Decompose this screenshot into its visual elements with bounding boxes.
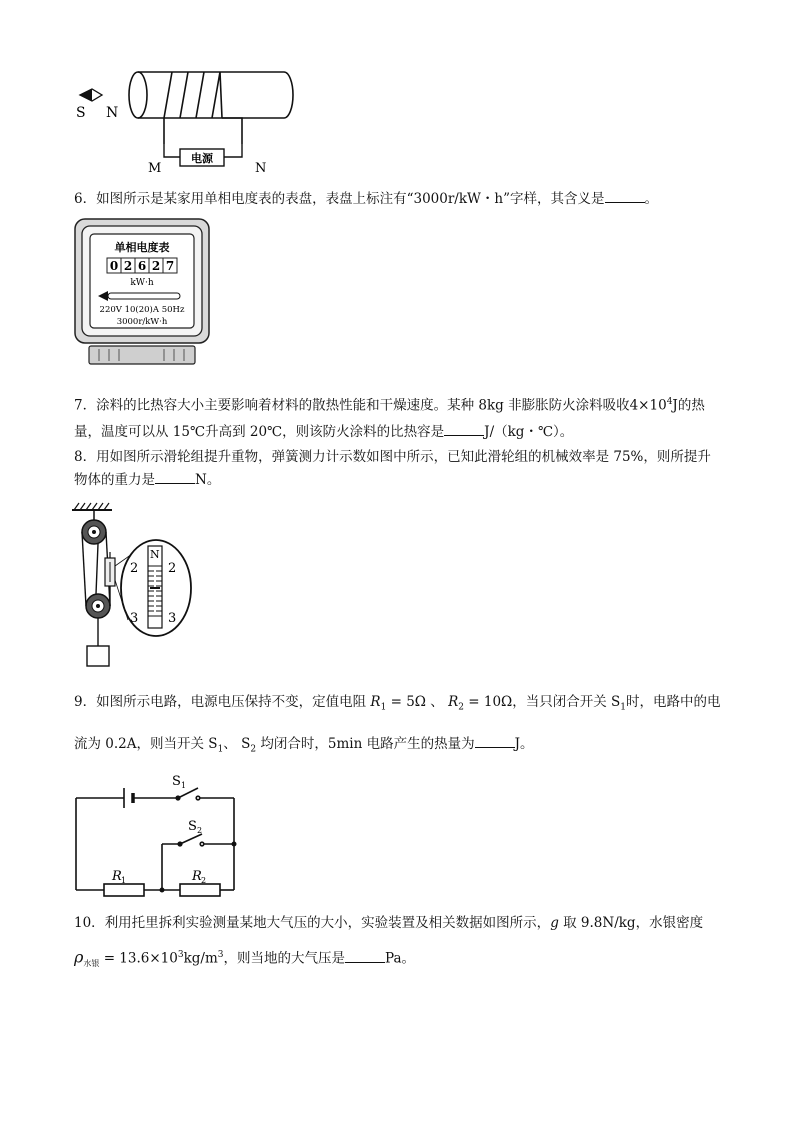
question-7-line-1 xyxy=(74,392,705,416)
r1-subscript: 1 xyxy=(380,702,387,713)
junction-node xyxy=(160,888,165,893)
rho-exponent: 3 xyxy=(177,950,184,960)
scale-n-label: N xyxy=(150,548,160,561)
r1-label: R xyxy=(112,869,122,884)
answer-blank-6[interactable] xyxy=(605,189,645,203)
meter-digit: 2 xyxy=(151,259,161,273)
question-10-line-2 xyxy=(74,945,415,974)
meter-title: 单相电度表 xyxy=(114,241,170,254)
scale-label-3-left: 3 xyxy=(130,611,139,626)
question-7-line-2 xyxy=(74,422,573,442)
question-9-text-mid: 、 S xyxy=(223,736,251,752)
rho-symbol: ρ xyxy=(74,947,84,967)
question-7-unit: J/（kg・℃）。 xyxy=(484,424,574,440)
weight-block xyxy=(87,646,109,666)
question-10-unit: Pa。 xyxy=(385,950,416,967)
switch-s2-icon xyxy=(178,834,204,846)
s2-label: S xyxy=(188,819,197,834)
heat-value: 4×10 xyxy=(629,397,667,414)
g-symbol: g xyxy=(550,915,559,931)
resistor-r2 xyxy=(180,884,220,896)
r1-value: = 5Ω 、 xyxy=(386,694,444,710)
scale-label-2-right: 2 xyxy=(168,561,177,576)
question-10-text-tail: 取 9.8N/kg，水银密度 xyxy=(558,915,704,931)
question-9-text-2: 流为 0.2A，则当开关 S xyxy=(74,736,218,752)
rho-unit: kg/m xyxy=(183,950,218,967)
meter-rating: 220V 10(20)A 50Hz xyxy=(99,305,185,315)
heat-exponent: 4 xyxy=(666,397,673,407)
scale-label-2-left: 2 xyxy=(130,561,139,576)
meter-base xyxy=(89,346,195,364)
question-8-number: 8． xyxy=(74,449,97,465)
question-10-number: 10． xyxy=(74,915,105,931)
question-8-unit: N。 xyxy=(195,472,221,488)
answer-blank-8[interactable] xyxy=(155,470,195,484)
r2-label-sub: 2 xyxy=(201,876,207,885)
pulley-ropes xyxy=(82,532,110,646)
s1-label-sub: 1 xyxy=(181,781,187,790)
question-6-number: 6． xyxy=(74,191,97,207)
s1-subscript-2: 1 xyxy=(217,744,224,755)
r2-symbol: R xyxy=(448,694,459,710)
answer-blank-7[interactable] xyxy=(444,422,484,436)
question-10-line-1 xyxy=(74,913,703,933)
solenoid-core xyxy=(129,72,293,118)
r2-label: R xyxy=(192,869,202,884)
rho-value: = 13.6×10 xyxy=(99,950,178,967)
question-9-line-1 xyxy=(74,692,721,718)
pulley-figure xyxy=(70,502,195,670)
spring-scale-icon xyxy=(105,552,115,586)
terminal-m-label: M xyxy=(148,161,162,176)
circuit-figure xyxy=(70,770,245,898)
movable-pulley-icon xyxy=(86,594,110,618)
circuit-wires xyxy=(76,798,234,890)
scale-label-3-right: 3 xyxy=(168,611,177,626)
meter-digit: 7 xyxy=(165,259,175,273)
question-7-number: 7． xyxy=(74,397,97,414)
s1-subscript: 1 xyxy=(620,702,627,713)
meter-unit: kW·h xyxy=(130,278,154,288)
r1-label-sub: 1 xyxy=(121,876,127,885)
question-7-text: 涂料的比热容大小主要影响着材料的散热性能和干燥速度。某种 8kg 非膨胀防火涂料吸收 xyxy=(96,397,630,414)
solenoid-coil xyxy=(164,72,242,144)
meter-constant: 3000r/kW·h xyxy=(116,317,168,327)
question-7-text-2: 量，温度可以从 15℃升高到 20℃，则该防火涂料的比热容是 xyxy=(74,424,445,440)
compass-s-label: S xyxy=(76,105,86,121)
s2-label-sub: 2 xyxy=(197,826,203,835)
question-6-tail: 。 xyxy=(644,191,659,207)
question-8-text-2: 物体的重力是 xyxy=(74,472,155,488)
rho-unit-exponent: 3 xyxy=(217,950,224,960)
meter-digit: 6 xyxy=(137,259,147,273)
terminal-n-label: N xyxy=(255,161,267,176)
question-9-text-3: 均闭合时，5min 电路产生的热量为 xyxy=(256,736,475,752)
meter-digit: 2 xyxy=(123,259,133,273)
s2-subscript: 2 xyxy=(250,744,257,755)
question-9-number: 9． xyxy=(74,694,97,710)
question-7-text-tail: J的热 xyxy=(672,397,705,414)
battery-icon xyxy=(124,788,133,808)
question-8-text: 用如图所示滑轮组提升重物，弹簧测力计示数如图中所示，已知此滑轮组的机械效率是 75%，则所提升 xyxy=(96,449,711,465)
resistor-r1 xyxy=(104,884,144,896)
electric-meter-figure xyxy=(74,218,212,368)
r2-subscript: 2 xyxy=(458,702,464,713)
compass-needle-icon xyxy=(80,89,102,101)
question-10-text: 利用托里拆利实验测量某地大气压的大小，实验装置及相关数据如图所示， xyxy=(104,915,551,931)
question-9-text: 如图所示电路，电源电压保持不变，定值电阻 xyxy=(96,694,367,710)
solenoid-figure xyxy=(72,62,302,177)
s1-label: S xyxy=(172,774,181,789)
answer-blank-10[interactable] xyxy=(345,949,385,963)
question-8-line-1 xyxy=(74,447,711,467)
junction-node xyxy=(232,842,237,847)
question-6-text: 如图所示是某家用单相电度表的表盘，表盘上标注有“3000r/kW・h”字样，其含义是 xyxy=(96,191,605,207)
r1-symbol: R xyxy=(370,694,381,710)
question-8-line-2 xyxy=(74,470,220,490)
question-10-text-2: ，则当地的大气压是 xyxy=(223,950,345,967)
ceiling-hatch xyxy=(72,503,112,510)
question-9-line-2 xyxy=(74,734,534,760)
meter-digit: 0 xyxy=(109,259,119,273)
rho-subscript: 水银 xyxy=(83,959,100,969)
answer-blank-9[interactable] xyxy=(475,734,515,748)
fixed-pulley-icon xyxy=(82,520,106,544)
r2-value: = 10Ω，当只闭合开关 S xyxy=(463,694,621,710)
question-9-text-tail: 时，电路中的电 xyxy=(626,694,721,710)
switch-s1-icon xyxy=(176,788,200,800)
question-6 xyxy=(74,189,658,209)
compass-n-label: N xyxy=(106,105,119,121)
question-9-unit: J。 xyxy=(514,736,534,752)
power-source-label: 电源 xyxy=(191,152,213,165)
